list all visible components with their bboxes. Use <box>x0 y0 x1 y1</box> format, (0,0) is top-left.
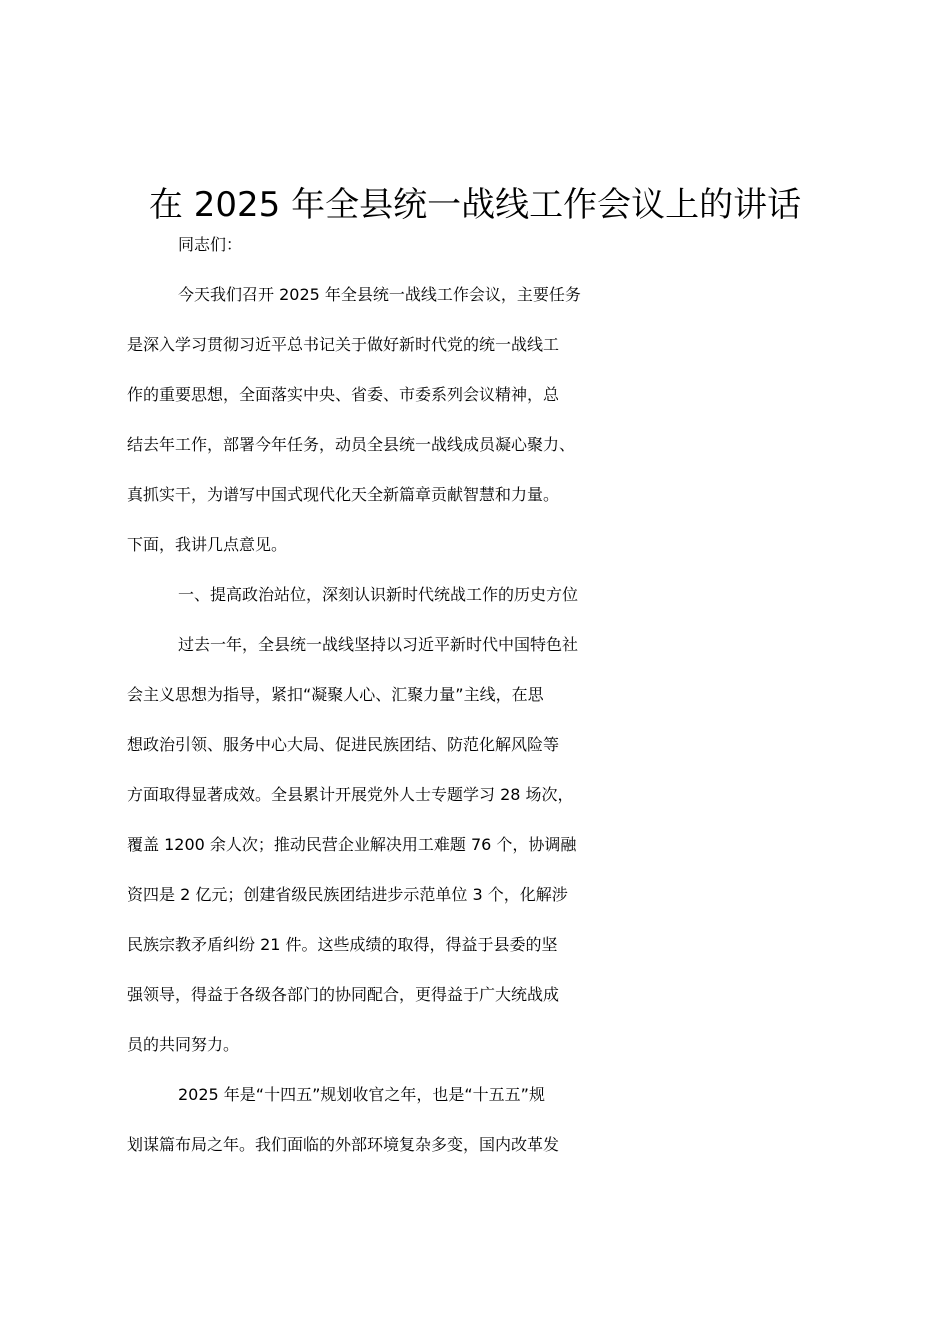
text-line: 今天我们召开 2025 年全县统一战线工作会议，主要任务 <box>178 285 581 304</box>
text-line: 强领导，得益于各级各部门的协同配合，更得益于广大统战成 <box>127 985 560 1004</box>
text-line: 作的重要思想，全面落实中央、省委、市委系列会议精神，总 <box>127 385 560 404</box>
paragraph-review <box>127 632 832 1082</box>
page-title: 在 2025 年全县统一战线工作会议上的讲话 <box>148 185 802 225</box>
text-line: 方面取得显著成效。全县累计开展党外人士专题学习 28 场次， <box>127 785 574 804</box>
text-line: 会主义思想为指导，紧扣“凝聚人心、汇聚力量”主线，在思 <box>127 685 544 704</box>
text-line: 2025 年是“十四五”规划收官之年，也是“十五五”规 <box>178 1085 545 1104</box>
text-line: 是深入学习贯彻习近平总书记关于做好新时代党的统一战线工 <box>127 335 560 354</box>
salutation: 同志们： <box>178 235 243 254</box>
speech-body <box>127 232 832 1182</box>
section-heading: 一、提高政治站位，深刻认识新时代统战工作的历史方位 <box>178 585 579 604</box>
text-line: 员的共同努力。 <box>127 1035 240 1054</box>
paragraph-2025 <box>127 1082 832 1182</box>
paragraph-opening <box>127 282 832 582</box>
text-line: 过去一年，全县统一战线坚持以习近平新时代中国特色社 <box>178 635 579 654</box>
text-line: 想政治引领、服务中心大局、促进民族团结、防范化解风险等 <box>127 735 560 754</box>
text-line: 资四是 2 亿元；创建省级民族团结进步示范单位 3 个，化解涉 <box>127 885 568 904</box>
text-line: 下面，我讲几点意见。 <box>127 535 288 554</box>
section-heading-1 <box>127 582 832 632</box>
text-line: 民族宗教矛盾纠纷 21 件。这些成绩的取得，得益于县委的坚 <box>127 935 558 954</box>
text-line: 结去年工作，部署今年任务，动员全县统一战线成员凝心聚力、 <box>127 435 576 454</box>
text-line: 真抓实干，为谱写中国式现代化天全新篇章贡献智慧和力量。 <box>127 485 560 504</box>
text-line: 划谋篇布局之年。我们面临的外部环境复杂多变，国内改革发 <box>127 1135 560 1154</box>
text-line: 覆盖 1200 余人次；推动民营企业解决用工难题 76 个，协调融 <box>127 835 577 854</box>
